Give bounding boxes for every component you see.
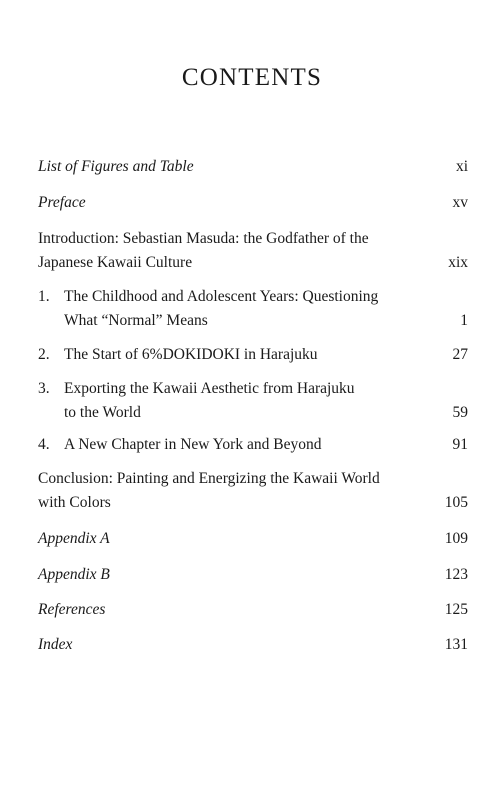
toc-entry-title: Index bbox=[38, 636, 73, 653]
toc-entry-chapter-4 bbox=[38, 433, 468, 457]
toc-entry-references bbox=[38, 598, 468, 622]
toc-page-number: 105 bbox=[444, 494, 468, 511]
toc-page-number: 1 bbox=[460, 312, 468, 329]
toc-page-number: 109 bbox=[444, 530, 468, 547]
toc-entry-title-line1: Conclusion: Painting and Energizing the Kawaii World bbox=[38, 470, 380, 487]
toc-entry-figures bbox=[38, 155, 468, 179]
toc-entry-chapter-2 bbox=[38, 343, 468, 367]
toc-entry-title-line2: to the World bbox=[64, 404, 141, 421]
toc-entry-preface bbox=[38, 191, 468, 215]
toc-page-number: xv bbox=[452, 194, 468, 211]
chapter-number: 4. bbox=[38, 436, 50, 453]
toc-entry-title: References bbox=[38, 601, 106, 618]
toc-page-number: 59 bbox=[452, 404, 468, 421]
toc-page-number: 125 bbox=[444, 601, 468, 618]
toc-entry-title-line2: What “Normal” Means bbox=[64, 312, 208, 329]
toc-page-number: xix bbox=[448, 254, 468, 271]
toc-entry-conclusion bbox=[38, 467, 468, 515]
toc-entry-title: List of Figures and Table bbox=[38, 158, 194, 175]
toc-entry-introduction bbox=[38, 227, 468, 275]
toc-entry-title-line2: Japanese Kawaii Culture bbox=[38, 254, 193, 271]
toc-entry-title-line1: Introduction: Sebastian Masuda: the Godfather of the bbox=[38, 230, 369, 247]
toc-page-number: xi bbox=[455, 158, 468, 175]
page-title: CONTENTS bbox=[181, 64, 323, 91]
toc-entry-title: A New Chapter in New York and Beyond bbox=[64, 436, 322, 453]
toc-page-number: 131 bbox=[444, 636, 468, 653]
chapter-number: 2. bbox=[38, 346, 50, 363]
toc-page-number: 27 bbox=[452, 346, 468, 363]
toc-entry-appendix-a bbox=[38, 527, 468, 551]
toc-entry-title-line1: The Childhood and Adolescent Years: Questioning bbox=[64, 288, 379, 305]
toc-entry-chapter-1 bbox=[38, 285, 468, 333]
toc-entry-title-line2: with Colors bbox=[38, 494, 111, 511]
toc-page-number: 123 bbox=[444, 566, 468, 583]
chapter-number: 1. bbox=[38, 288, 50, 305]
toc-entry-chapter-3 bbox=[38, 377, 468, 425]
toc-entry-index bbox=[38, 633, 468, 657]
toc-entry-title: Preface bbox=[38, 194, 86, 211]
chapter-number: 3. bbox=[38, 380, 50, 397]
toc-entry-appendix-b bbox=[38, 563, 468, 587]
toc-entry-title: Appendix A bbox=[38, 530, 110, 547]
toc-entry-title-line1: Exporting the Kawaii Aesthetic from Harajuku bbox=[64, 380, 355, 397]
toc-entry-title: The Start of 6%DOKIDOKI in Harajuku bbox=[64, 346, 318, 363]
toc-page-number: 91 bbox=[452, 436, 468, 453]
toc-entry-title: Appendix B bbox=[38, 566, 110, 583]
